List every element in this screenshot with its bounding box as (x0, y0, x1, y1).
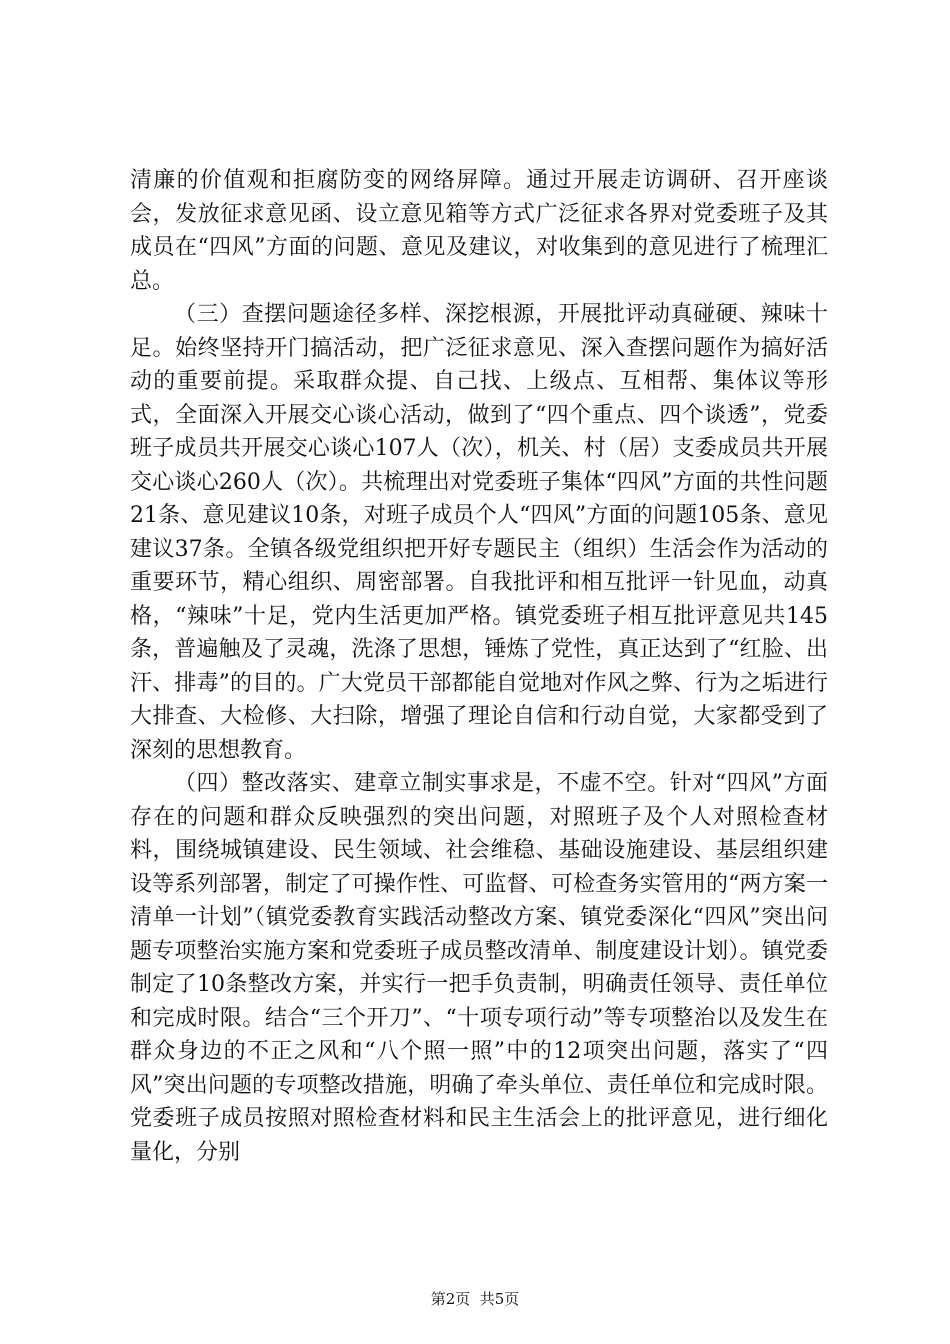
paragraph-section-three: （三）查摆问题途径多样、深挖根源，开展批评动真碰硬、辣味十足。始终坚持开门搞活动，把广泛征求意见、深入查摆问题作为搞好活动的重要前提。采取群众提、自己找、上级点、互相帮、集体议等形式，全面深入开展交心谈心活动，做到了“四个重点、四个谈透”，党委班子成员共开展交心谈心107人（次），机关、村（居）支委成员共开展交心谈心260人（次）。共梳理出对党委班子集体“四风”方面的共性问题21条、意见建议10条，对班子成员个人“四风”方面的问题105条、意见建议37条。全镇各级党组织把开好专题民主（组织）生活会作为活动的重要环节，精心组织、周密部署。自我批评和相互批评一针见血，动真格，“辣味”十足，党内生活更加严格。镇党委班子相互批评意见共145条，普遍触及了灵魂，洗涤了思想，锤炼了党性，真正达到了“红脸、出汗、排毒”的目的。广大党员干部都能自觉地对作风之弊、行为之垢进行大排查、大检修、大扫除，增强了理论自信和行动自觉，大家都受到了深刻的思想教育。 (130, 302, 828, 763)
document-body (130, 164, 828, 1169)
paragraph-continuation: 清廉的价值观和拒腐防变的网络屏障。通过开展走访调研、召开座谈会，发放征求意见函、设立意见箱等方式广泛征求各界对党委班子及其成员在“四风”方面的问题、意见及建议，对收集到的意见进行了梳理汇总。 (130, 168, 828, 294)
page-footer: 第2页 共5页 (430, 1290, 520, 1308)
paragraph-section-four: （四）整改落实、建章立制实事求是，不虚不空。针对“四风”方面存在的问题和群众反映强烈的突出问题，对照班子及个人对照检查材料，围绕城镇建设、民生领域、社会维稳、基础设施建设、基层组织建设等系列部署，制定了可操作性、可监督、可检查务实管用的“两方案一清单一计划”（镇党委教育实践活动整改方案、镇党委深化“四风”突出问题专项整治实施方案和党委班子成员整改清单、制度建设计划）。镇党委制定了10条整改方案，并实行一把手负责制，明确责任领导、责任单位和完成时限。结合“三个开刀”、“十项专项行动”等专项整治以及发生在群众身边的不正之风和“八个照一照”中的12项突出问题，落实了“四风”突出问题的专项整改措施，明确了牵头单位、责任单位和完成时限。党委班子成员按照对照检查材料和民主生活会上的批评意见，进行细化量化，分别 (130, 771, 828, 1165)
